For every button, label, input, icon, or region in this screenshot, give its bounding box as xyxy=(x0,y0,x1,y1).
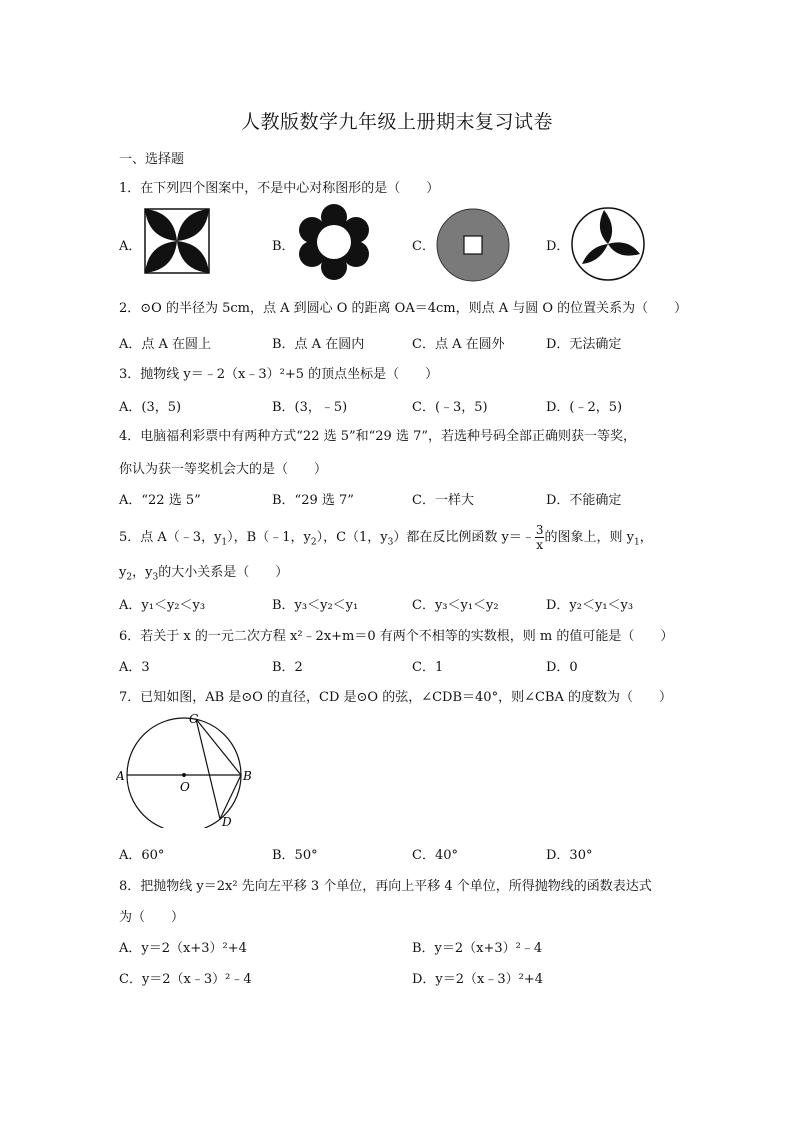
q1-figure-a-petal-square xyxy=(144,208,210,274)
q5-text-5: 的图象上，则 y xyxy=(544,530,634,545)
q8-option-a: A．y＝2（x+3）²+4 xyxy=(119,941,247,956)
q3-option-b: B．(3，﹣5) xyxy=(272,400,348,415)
question-5-stem-line2 xyxy=(119,561,288,583)
q7-circle-figure xyxy=(116,712,256,828)
q5-option-b: B．y₃＜y₂＜y₁ xyxy=(272,598,359,613)
q5-line2-end: 的大小关系是（ ） xyxy=(158,565,289,580)
q5-line2-sub-2: 3 xyxy=(152,572,159,583)
q4-option-b: B．“29 选 7” xyxy=(272,493,354,508)
q1-option-a-label: A． xyxy=(119,239,142,254)
q5-option-c: C．y₃＜y₁＜y₂ xyxy=(412,598,499,613)
q5-text-4: ）都在反比例函数 y＝﹣ xyxy=(393,530,535,545)
q2-option-a: A．点 A 在圆上 xyxy=(119,337,212,352)
question-3-stem: 3．抛物线 y＝﹣2（x﹣3）²+5 的顶点坐标是（ ） xyxy=(119,367,439,382)
question-2-stem: 2．⊙O 的半径为 5cm，点 A 到圆心 O 的距离 OA＝4cm，则点 A 与圆 O 的位置关系为（ ） xyxy=(119,301,688,316)
q4-option-a: A．“22 选 5” xyxy=(119,493,201,508)
q7-option-b: B．50° xyxy=(272,848,318,863)
q5-fraction-numerator: 3 xyxy=(535,523,544,537)
q2-option-d: D．无法确定 xyxy=(546,337,622,352)
q5-line2-mid: ，y xyxy=(132,565,153,580)
q5-text-2: ），B（﹣1，y xyxy=(227,530,311,545)
page-title: 人教版数学九年级上册期末复习试卷 xyxy=(240,111,553,133)
q7-label-a: A xyxy=(116,769,125,783)
q8-option-c: C．y＝2（x﹣3）²﹣4 xyxy=(119,972,252,987)
question-4-stem-line2: 你认为获一等奖机会大的是（ ） xyxy=(119,462,328,477)
q5-line2-sub-1: 2 xyxy=(126,572,133,583)
q7-label-c: C xyxy=(189,712,199,726)
question-1-stem: 1．在下列四个图案中，不是中心对称图形的是（ ） xyxy=(119,181,440,196)
q7-label-b: B xyxy=(243,769,252,783)
q5-sub-2: 2 xyxy=(310,537,317,548)
question-8-stem-line1: 8．把抛物线 y＝2x² 先向左平移 3 个单位，再向上平移 4 个单位，所得抛物线的函数表达式 xyxy=(119,879,652,894)
q4-option-c: C．一样大 xyxy=(412,493,474,508)
q8-option-b: B．y＝2（x+3）²﹣4 xyxy=(412,941,543,956)
q5-text-6: ， xyxy=(639,530,653,545)
q1-figure-b-flower xyxy=(296,204,372,280)
q2-option-c: C．点 A 在圆外 xyxy=(412,337,505,352)
q6-option-b: B．2 xyxy=(272,660,303,675)
q3-option-a: A．(3，5) xyxy=(119,400,182,415)
question-6-stem: 6．若关于 x 的一元二次方程 x²﹣2x+m＝0 有两个不相等的实数根，则 m 的值可能是（ ） xyxy=(119,629,674,644)
q5-fraction-denominator: x xyxy=(536,538,544,552)
question-7-stem: 7．已知如图，AB 是⊙O 的直径，CD 是⊙O 的弦，∠CDB＝40°，则∠CBA 的度数为（ ） xyxy=(119,690,672,705)
q5-sub-1: 1 xyxy=(221,537,228,548)
q7-option-a: A．60° xyxy=(119,848,165,863)
q1-figure-c-coin xyxy=(436,208,510,282)
q6-option-c: C．1 xyxy=(412,660,444,675)
question-4-stem-line1: 4．电脑福利彩票中有两种方式“22 选 5”和“29 选 7”，若选种号码全部正确则获一等奖， xyxy=(119,429,637,444)
q5-sub-4: 1 xyxy=(633,537,640,548)
q3-option-c: C．(﹣3，5) xyxy=(412,400,488,415)
q7-option-c: C．40° xyxy=(412,848,458,863)
q8-option-d: D．y＝2（x﹣3）²+4 xyxy=(412,972,544,987)
q5-text-1: 5．点 A（﹣3，y xyxy=(119,530,222,545)
q4-option-d: D．不能确定 xyxy=(546,493,622,508)
q1-option-d-label: D． xyxy=(546,239,570,254)
q2-option-b: B．点 A 在圆内 xyxy=(272,337,365,352)
q1-option-b-label: B． xyxy=(272,239,295,254)
q1-figure-d-three-blades xyxy=(570,206,646,282)
q6-option-a: A．3 xyxy=(119,660,150,675)
q1-option-c-label: C． xyxy=(412,239,435,254)
q6-option-d: D．0 xyxy=(546,660,578,675)
q5-option-a: A．y₁＜y₂＜y₃ xyxy=(119,598,206,613)
q5-line2-y: y xyxy=(119,565,127,580)
q7-label-o: O xyxy=(180,780,190,794)
q5-text-3: ），C（1，y xyxy=(316,530,388,545)
q5-option-d: D．y₂＜y₁＜y₃ xyxy=(546,598,634,613)
q7-label-d: D xyxy=(222,815,232,828)
q5-sub-3: 3 xyxy=(387,537,394,548)
question-5-stem-line1 xyxy=(119,523,653,552)
section-heading: 一、选择题 xyxy=(119,152,185,167)
q3-option-d: D．(﹣2，5) xyxy=(546,400,623,415)
q7-option-d: D．30° xyxy=(546,848,593,863)
question-8-stem-line2: 为（ ） xyxy=(119,910,185,925)
